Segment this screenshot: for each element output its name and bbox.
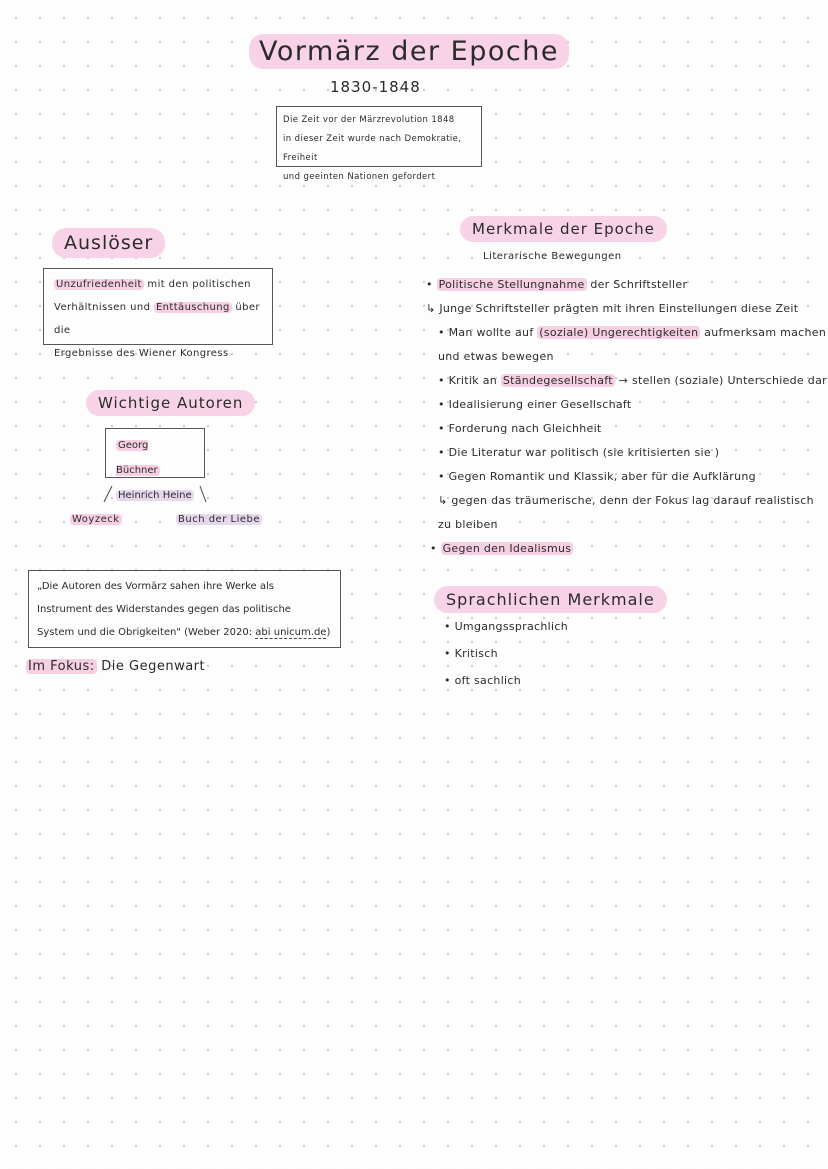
merkmale-item: • Forderung nach Gleichheit (438, 422, 602, 435)
merkmale-list (426, 278, 827, 558)
ausloeser-line (54, 273, 262, 296)
citation-link[interactable]: abi unicum.de (255, 627, 327, 638)
work-buch-der-liebe: Buch der Liebe (178, 514, 261, 525)
quote-text: System und die Obrigkeiten" (37, 627, 185, 638)
quote-line (37, 621, 332, 644)
merkmale-item: • Gegen den Idealismus (430, 542, 572, 555)
merkmale-heading: Merkmale der Epoche (460, 216, 667, 242)
epoch-years: 1830-1848 (330, 78, 421, 96)
merkmale-item: ↳ Junge Schriftsteller prägten mit ihren Einstellungen diese Zeit (426, 302, 799, 315)
ausloeser-box (43, 268, 273, 359)
definition-line: Die Zeit vor der Märzrevolution 1848 (283, 115, 455, 125)
work-woyzeck: Woyzeck (72, 514, 120, 525)
author-georg-buechner: Georg Büchner (116, 440, 158, 476)
merkmale-item: • Die Literatur war politisch (sie kritisierten sie ) (438, 446, 720, 459)
sprache-item: • Kritisch (444, 647, 498, 660)
unzufriedenheit-highlight: Unzufriedenheit (56, 279, 142, 290)
merkmale-subheading: Literarische Bewegungen (483, 251, 622, 262)
author-heinrich-heine: Heinrich Heine (118, 490, 192, 501)
merkmale-item: und etwas bewegen (438, 350, 554, 363)
definition-box (276, 106, 482, 182)
page-title: Vormärz der Epoche (249, 34, 569, 69)
quote-line: „Die Autoren des Vormärz sahen ihre Werke als (37, 581, 274, 592)
ausloeser-heading: Auslöser (52, 228, 165, 258)
merkmale-item: • Man wollte auf (soziale) Ungerechtigkeiten aufmerksam machen (438, 326, 827, 339)
ausloeser-line: Ergebnisse des Wiener Kongress (54, 348, 229, 359)
sprache-heading: Sprachlichen Merkmale (434, 586, 667, 613)
ausloeser-text: mit den politischen (143, 279, 251, 290)
merkmale-item: • Kritik an Ständegesellschaft → stellen (soziale) Unterschiede dar (438, 374, 827, 387)
definition-line: und geeinten Nationen gefordert (283, 172, 436, 182)
merkmale-item: zu bleiben (438, 518, 498, 531)
ausloeser-line (54, 296, 262, 342)
enttaeuschung-highlight: Enttäuschung (155, 302, 230, 313)
author-connectors (90, 480, 230, 510)
connector-left (104, 486, 112, 502)
definition-line: in dieser Zeit wurde nach Demokratie, Freiheit (283, 134, 462, 163)
connector-right (200, 486, 206, 502)
merkmale-item: • Politische Stellungnahme der Schriftsteller (426, 278, 688, 291)
autoren-box (105, 428, 205, 501)
fokus-text: Die Gegenwart (101, 659, 206, 674)
fokus-label: Im Fokus: (28, 659, 95, 674)
citation-text: (Weber 2020: (184, 627, 256, 638)
quote-line: Instrument des Widerstandes gegen das politische (37, 604, 291, 615)
ausloeser-text: Verhältnissen und (54, 302, 154, 313)
quote-box (28, 570, 341, 648)
fokus-line (26, 659, 205, 674)
sprache-list (444, 620, 644, 700)
merkmale-item: • Idealisierung einer Gesellschaft (438, 398, 632, 411)
ausloeser-text: über die (54, 302, 260, 336)
sprache-item: • Umgangssprachlich (444, 620, 568, 633)
merkmale-item: • Gegen Romantik und Klassik, aber für die Aufklärung (438, 470, 756, 483)
merkmale-item: ↳ gegen das träumerische, denn der Fokus lag darauf realistisch (438, 494, 814, 507)
autoren-heading: Wichtige Autoren (86, 390, 255, 416)
citation-text: ) (326, 627, 331, 638)
sprache-item: • oft sachlich (444, 674, 522, 687)
